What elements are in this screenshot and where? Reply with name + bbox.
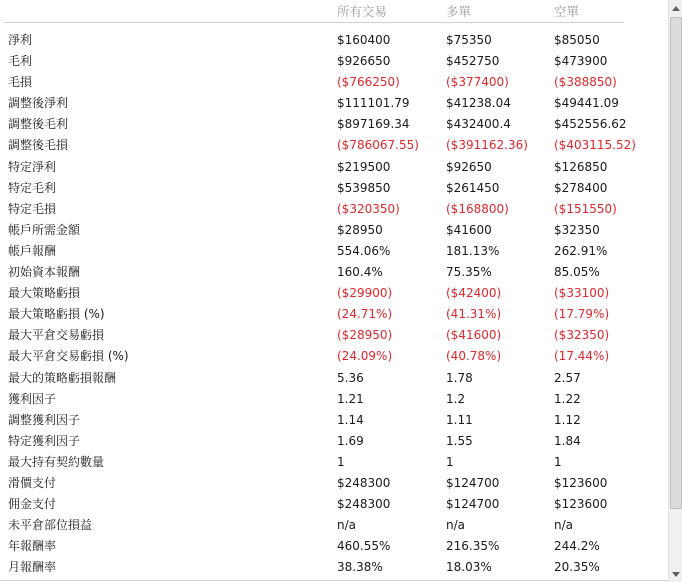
row-label: 最大的策略虧損報酬: [8, 370, 117, 385]
row-label: 特定毛利: [8, 180, 57, 195]
row-label: 最大策略虧損 (%): [8, 307, 105, 322]
table-row: [0, 220, 668, 241]
value-long: $261450: [446, 180, 500, 195]
value-long: 216.35%: [446, 539, 500, 554]
table-row: [0, 51, 668, 72]
value-all-trades: 5.36: [337, 370, 364, 385]
value-short: (17.79%): [554, 307, 610, 322]
value-short: 262.91%: [554, 243, 608, 258]
value-all-trades: ($786067.55): [337, 138, 419, 153]
performance-table: [0, 30, 668, 578]
value-short: $49441.09: [554, 96, 619, 111]
value-short: n/a: [554, 518, 574, 533]
value-short: $473900: [554, 54, 608, 69]
table-row: [0, 410, 668, 431]
value-long: $124700: [446, 475, 500, 490]
value-all-trades: 38.38%: [337, 560, 383, 575]
table-row: [0, 178, 668, 199]
row-label: 淨利: [8, 33, 33, 47]
value-all-trades: $248300: [337, 475, 391, 490]
value-all-trades: 1.14: [337, 412, 364, 427]
table-row: [0, 72, 668, 93]
row-label: 毛損: [8, 75, 33, 90]
table-header: [0, 0, 668, 24]
value-long: 1.11: [446, 412, 473, 427]
scroll-down-button[interactable]: [669, 566, 682, 582]
value-short: $123600: [554, 475, 608, 490]
row-label: 帳戶報酬: [8, 243, 57, 258]
table-row: [0, 157, 668, 178]
row-label: 滑價支付: [8, 475, 57, 490]
value-short: $126850: [554, 159, 608, 174]
column-header-short[interactable]: 空單: [554, 4, 580, 19]
triangle-down-icon: [672, 572, 680, 577]
row-label: 調整後毛損: [8, 138, 69, 153]
table-row: [0, 557, 668, 578]
row-label: 特定獲利因子: [8, 433, 81, 448]
scroll-up-button[interactable]: [669, 0, 682, 16]
value-short: ($403115.52): [554, 138, 636, 153]
row-label: 調整後毛利: [8, 117, 69, 132]
table-row: [0, 389, 668, 410]
value-all-trades: ($320350): [337, 201, 400, 216]
row-label: 最大平倉交易虧損 (%): [8, 349, 129, 364]
value-short: 85.05%: [554, 265, 600, 280]
table-row: [0, 325, 668, 346]
header-divider: [4, 22, 624, 23]
table-row: [0, 536, 668, 557]
value-long: 1.78: [446, 370, 473, 385]
value-all-trades: n/a: [337, 518, 357, 533]
value-long: ($42400): [446, 286, 502, 301]
value-long: $41600: [446, 222, 492, 237]
value-all-trades: $897169.34: [337, 117, 410, 132]
table-row: [0, 283, 668, 304]
value-short: 1: [554, 454, 562, 469]
value-long: $124700: [446, 497, 500, 512]
table-row: [0, 431, 668, 452]
value-short: 1.12: [554, 412, 581, 427]
table-row: [0, 346, 668, 367]
value-long: ($168800): [446, 201, 509, 216]
value-long: ($391162.36): [446, 138, 528, 153]
value-all-trades: 1.21: [337, 391, 364, 406]
value-all-trades: 1: [337, 454, 345, 469]
row-label: 帳戶所需金額: [8, 222, 81, 237]
value-short: $85050: [554, 33, 600, 47]
value-short: $32350: [554, 222, 600, 237]
value-short: 1.22: [554, 391, 581, 406]
value-long: n/a: [446, 518, 466, 533]
value-short: 1.84: [554, 433, 581, 448]
value-all-trades: ($29900): [337, 286, 393, 301]
column-header-all-trades[interactable]: 所有交易: [337, 4, 388, 19]
value-long: $92650: [446, 159, 492, 174]
value-long: 181.13%: [446, 243, 500, 258]
row-label: 調整後淨利: [8, 96, 69, 111]
column-header-long[interactable]: 多單: [446, 4, 472, 19]
value-short: 244.2%: [554, 539, 600, 554]
table-row: [0, 30, 668, 51]
value-all-trades: ($766250): [337, 75, 400, 90]
table-row: [0, 262, 668, 283]
row-label: 佣金支付: [8, 497, 57, 512]
value-all-trades: (24.71%): [337, 307, 393, 322]
value-long: (41.31%): [446, 307, 502, 322]
value-all-trades: 554.06%: [337, 243, 391, 258]
value-all-trades: 460.55%: [337, 539, 391, 554]
value-long: ($41600): [446, 328, 502, 343]
value-all-trades: $248300: [337, 497, 391, 512]
vertical-scrollbar[interactable]: [668, 0, 682, 582]
row-label: 獲利因子: [8, 391, 57, 406]
value-long: $452750: [446, 54, 500, 69]
row-label: 特定毛損: [8, 201, 57, 216]
value-short: $452556.62: [554, 117, 627, 132]
value-short: ($33100): [554, 286, 610, 301]
value-all-trades: $160400: [337, 33, 391, 47]
value-short: ($32350): [554, 328, 610, 343]
table-row: [0, 304, 668, 325]
value-short: ($151550): [554, 201, 617, 216]
value-long: 75.35%: [446, 265, 492, 280]
value-long: 1.2: [446, 391, 466, 406]
value-all-trades: 1.69: [337, 433, 364, 448]
row-label: 最大平倉交易虧損: [8, 328, 105, 343]
value-short: ($388850): [554, 75, 617, 90]
triangle-up-icon: [672, 6, 680, 11]
row-label: 最大持有契約數量: [8, 454, 105, 469]
value-short: $123600: [554, 497, 608, 512]
row-label: 調整獲利因子: [8, 412, 81, 427]
table-row: [0, 241, 668, 262]
value-short: 2.57: [554, 370, 581, 385]
table-row: [0, 135, 668, 156]
value-short: $278400: [554, 180, 608, 195]
value-all-trades: $926650: [337, 54, 391, 69]
row-label: 初始資本報酬: [8, 265, 81, 280]
value-long: 1: [446, 454, 454, 469]
value-all-trades: $219500: [337, 159, 391, 174]
value-all-trades: 160.4%: [337, 265, 383, 280]
row-label: 年報酬率: [8, 539, 57, 554]
row-label: 最大策略虧損: [8, 286, 81, 301]
table-row: [0, 368, 668, 389]
value-all-trades: $539850: [337, 180, 391, 195]
scrollbar-thumb[interactable]: [670, 17, 682, 509]
value-long: 1.55: [446, 433, 473, 448]
table-row: [0, 93, 668, 114]
value-all-trades: ($28950): [337, 328, 393, 343]
value-long: $75350: [446, 33, 492, 47]
value-long: (40.78%): [446, 349, 502, 364]
row-label: 未平倉部位損益: [8, 518, 93, 533]
table-row: [0, 473, 668, 494]
value-long: ($377400): [446, 75, 509, 90]
value-all-trades: $28950: [337, 222, 383, 237]
row-label: 毛利: [8, 54, 33, 69]
row-label: 特定淨利: [8, 159, 57, 174]
value-all-trades: (24.09%): [337, 349, 393, 364]
row-label: 月報酬率: [8, 560, 57, 575]
table-row: [0, 494, 668, 515]
value-short: (17.44%): [554, 349, 610, 364]
value-all-trades: $111101.79: [337, 96, 410, 111]
table-row: [0, 199, 668, 220]
value-long: 18.03%: [446, 560, 492, 575]
table-row: [0, 515, 668, 536]
value-long: $41238.04: [446, 96, 511, 111]
value-short: 20.35%: [554, 560, 600, 575]
table-row: [0, 452, 668, 473]
table-row: [0, 114, 668, 135]
value-long: $432400.4: [446, 117, 511, 132]
